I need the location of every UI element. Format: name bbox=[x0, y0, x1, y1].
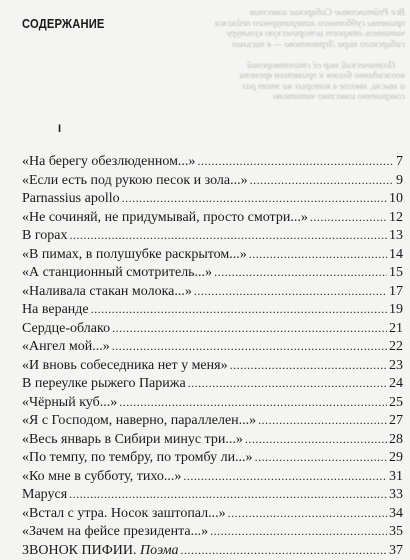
dot-leader bbox=[188, 374, 387, 393]
toc-entry bbox=[22, 467, 403, 486]
toc-entry-title: «Ангел мой...» bbox=[22, 338, 110, 357]
toc-entry-page: 27 bbox=[389, 412, 403, 431]
table-of-contents bbox=[22, 152, 403, 559]
dot-leader bbox=[214, 263, 387, 282]
toc-entry-title: «Весь январь в Сибири минус три...» bbox=[22, 431, 243, 450]
toc-entry-title: «Встал с утра. Носок заштопал...» bbox=[22, 505, 226, 524]
toc-entry-page: 12 bbox=[389, 209, 403, 228]
dot-leader bbox=[255, 448, 387, 467]
dot-leader bbox=[249, 245, 387, 264]
dot-leader bbox=[245, 430, 387, 449]
toc-entry-page: 28 bbox=[389, 431, 403, 450]
toc-entry-page: 31 bbox=[389, 468, 403, 487]
toc-entry bbox=[22, 485, 403, 504]
toc-entry bbox=[22, 208, 403, 227]
toc-entry-page: 22 bbox=[389, 338, 403, 357]
toc-entry-title: Маруся bbox=[22, 486, 67, 505]
toc-entry-page: 23 bbox=[389, 357, 403, 376]
section-number: I bbox=[58, 123, 61, 135]
toc-entry-page: 35 bbox=[389, 523, 403, 542]
toc-entry-page: 14 bbox=[389, 246, 403, 265]
toc-entry-title: Parnassius apollo bbox=[22, 190, 120, 209]
dot-leader bbox=[69, 485, 387, 504]
toc-entry-page: 13 bbox=[389, 227, 403, 246]
toc-entry-page: 17 bbox=[389, 283, 403, 302]
toc-entry-page: 9 bbox=[396, 172, 403, 191]
toc-entry-page: 19 bbox=[389, 301, 403, 320]
toc-entry-page: 15 bbox=[389, 264, 403, 283]
toc-entry-page: 33 bbox=[389, 486, 403, 505]
toc-entry bbox=[22, 319, 403, 338]
toc-entry bbox=[22, 504, 403, 523]
toc-entry bbox=[22, 152, 403, 171]
toc-entry-title: «Не сочиняй, не придумывай, просто смотри...» bbox=[22, 209, 308, 228]
toc-entry-page: 24 bbox=[389, 375, 403, 394]
dot-leader bbox=[230, 356, 387, 375]
toc-entry bbox=[22, 245, 403, 264]
toc-entry-title: «На берегу обезлюденном...» bbox=[22, 153, 195, 172]
toc-entry-title: «Если есть под рукою песок и зола...» bbox=[22, 172, 248, 191]
toc-entry bbox=[22, 171, 403, 190]
toc-entry-page: 21 bbox=[389, 320, 403, 339]
toc-entry-page: 37 bbox=[389, 542, 403, 560]
dot-leader bbox=[91, 300, 387, 319]
dot-leader bbox=[197, 152, 394, 171]
toc-entry-title bbox=[22, 542, 179, 560]
toc-entry bbox=[22, 356, 403, 375]
toc-entry-title: «Чёрный куб...» bbox=[22, 394, 117, 413]
dot-leader bbox=[119, 393, 387, 412]
toc-entry-title: «А станционный смотритель...» bbox=[22, 264, 212, 283]
toc-entry bbox=[22, 337, 403, 356]
dot-leader bbox=[250, 171, 394, 190]
dot-leader bbox=[69, 226, 387, 245]
toc-entry-page: 7 bbox=[396, 153, 403, 172]
dot-leader bbox=[194, 282, 387, 301]
toc-entry-page: 34 bbox=[389, 505, 403, 524]
toc-entry-title: «Я с Господом, наверно, параллелен...» bbox=[22, 412, 256, 431]
dot-leader bbox=[210, 522, 387, 541]
dot-leader bbox=[310, 208, 387, 227]
toc-entry bbox=[22, 282, 403, 301]
toc-entry-title: «Ко мне в субботу, тихо...» bbox=[22, 468, 181, 487]
dot-leader bbox=[183, 467, 387, 486]
dot-leader bbox=[181, 541, 387, 560]
dot-leader bbox=[112, 337, 387, 356]
toc-entry bbox=[22, 189, 403, 208]
toc-entry bbox=[22, 522, 403, 541]
toc-entry bbox=[22, 411, 403, 430]
toc-entry-subtitle: Поэма bbox=[140, 543, 179, 558]
toc-entry-title: «И вновь собеседника нет у меня» bbox=[22, 357, 228, 376]
toc-entry-title: «В пимах, в полушубке раскрытом...» bbox=[22, 246, 247, 265]
toc-entry bbox=[22, 393, 403, 412]
toc-entry-title: На веранде bbox=[22, 301, 89, 320]
toc-entry bbox=[22, 300, 403, 319]
toc-entry-title: «Наливала стакан молока...» bbox=[22, 283, 192, 302]
toc-entry-page: 25 bbox=[389, 394, 403, 413]
toc-entry-page: 10 bbox=[389, 190, 403, 209]
dot-leader bbox=[112, 319, 387, 338]
dot-leader bbox=[258, 411, 387, 430]
toc-entry-title-main: ЗВОНОК ПИФИИ. bbox=[22, 543, 137, 558]
toc-entry-title: «По темпу, по тембру, по тромбу ли...» bbox=[22, 449, 253, 468]
toc-entry bbox=[22, 430, 403, 449]
bleed-through-text: Все Рейтинговые Сибирские известия приметы субботнего литературного пейзажа читатель откроет историческую культуру сибирского мира Лермонтова — в письмах Поэтический мир её стихотворений неожиданно близок к приметам времени и мысли, многое в которых на этот раз совершенно известно читателю bbox=[205, 8, 405, 126]
dot-leader bbox=[122, 189, 387, 208]
toc-entry-title: В горах bbox=[22, 227, 67, 246]
dot-leader bbox=[228, 504, 387, 523]
toc-entry bbox=[22, 374, 403, 393]
toc-entry-title: В переулке рыжего Парижа bbox=[22, 375, 186, 394]
toc-entry-page: 29 bbox=[389, 449, 403, 468]
toc-entry bbox=[22, 226, 403, 245]
page-heading: СОДЕРЖАНИЕ bbox=[22, 16, 105, 31]
toc-entry bbox=[22, 263, 403, 282]
toc-entry-title: «Зачем на фейсе президента...» bbox=[22, 523, 208, 542]
toc-entry-poem bbox=[22, 541, 403, 560]
toc-entry-title: Сердце-облако bbox=[22, 320, 110, 339]
toc-entry bbox=[22, 448, 403, 467]
